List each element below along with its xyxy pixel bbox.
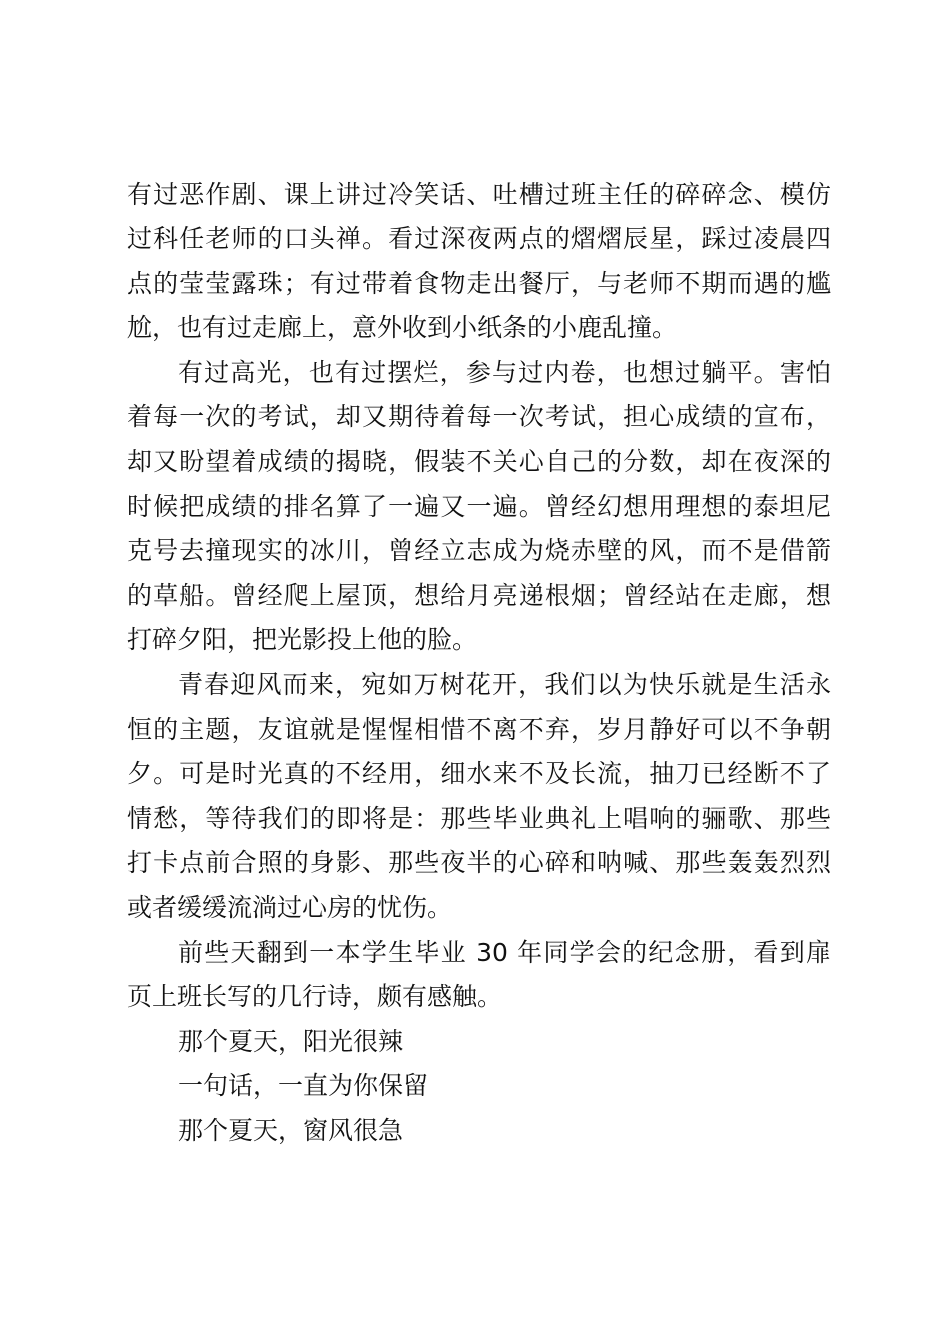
text-line: 时候把成绩的排名算了一遍又一遍。曾经幻想用理想的泰坦尼 xyxy=(127,492,831,521)
text-line: 夕。可是时光真的不经用，细水来不及长流，抽刀已经断不了 xyxy=(127,759,831,788)
poem-line: 那个夏天，阳光很辣 xyxy=(178,1027,404,1056)
text-line: 点的莹莹露珠；有过带着食物走出餐厅，与老师不期而遇的尴 xyxy=(127,269,831,298)
text-line: 页上班长写的几行诗，颇有感触。 xyxy=(127,982,503,1011)
text-line: 的草船。曾经爬上屋顶，想给月亮递根烟；曾经站在走廊，想 xyxy=(127,581,831,610)
text-line: 着每一次的考试，却又期待着每一次考试，担心成绩的宣布， xyxy=(127,402,831,431)
text-line: 打卡点前合照的身影、那些夜半的心碎和呐喊、那些轰轰烈烈 xyxy=(127,848,831,877)
text-line: 克号去撞现实的冰川，曾经立志成为烧赤壁的风，而不是借箭 xyxy=(127,536,831,565)
text-line: 却又盼望着成绩的揭晓，假装不关心自己的分数，却在夜深的 xyxy=(127,447,831,476)
text-line: 情愁，等待我们的即将是：那些毕业典礼上唱响的骊歌、那些 xyxy=(127,804,831,833)
poem-line: 一句话，一直为你保留 xyxy=(178,1071,429,1100)
poem-line: 那个夏天，窗风很急 xyxy=(178,1116,404,1145)
text-line: 过科任老师的口头禅。看过深夜两点的熠熠辰星，踩过凌晨四 xyxy=(127,224,831,253)
text-line: 或者缓缓流淌过心房的忧伤。 xyxy=(127,893,453,922)
paragraph-first-line: 前些天翻到一本学生毕业 30 年同学会的纪念册，看到扉 xyxy=(178,938,831,967)
text-line: 尬，也有过走廊上，意外收到小纸条的小鹿乱撞。 xyxy=(127,313,678,342)
paragraph-first-line: 有过高光，也有过摆烂，参与过内卷，也想过躺平。害怕 xyxy=(178,358,831,387)
paragraph-first-line: 青春迎风而来，宛如万树花开，我们以为快乐就是生活永 xyxy=(178,670,831,699)
text-line: 有过恶作剧、课上讲过冷笑话、吐槽过班主任的碎碎念、模仿 xyxy=(127,180,831,209)
text-line: 恒的主题，友谊就是惺惺相惜不离不弃，岁月静好可以不争朝 xyxy=(127,715,831,744)
text-line: 打碎夕阳，把光影投上他的脸。 xyxy=(127,625,478,654)
